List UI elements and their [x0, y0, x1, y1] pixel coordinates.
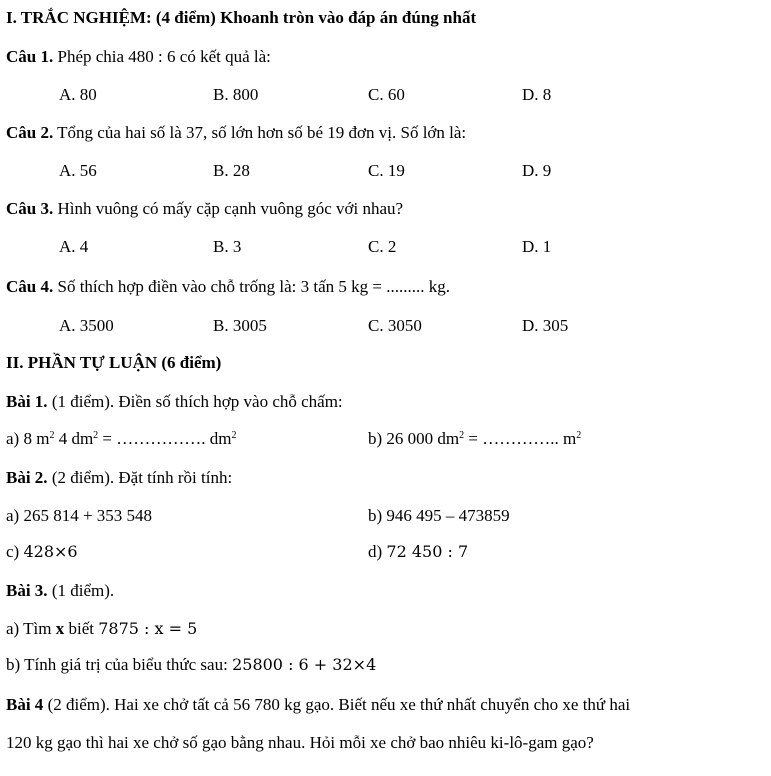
exercise-1-label: Bài 1. — [6, 392, 48, 411]
exercise-2-d-label: d) — [368, 542, 387, 561]
exercise-1-b-prefix: b) 26 000 dm — [368, 429, 460, 448]
exercise-1-a-exponent-3: 2 — [231, 430, 237, 441]
exercise-3-label: Bài 3. — [6, 581, 48, 600]
exercise-4-label: Bài 4 — [6, 695, 44, 714]
question-3-text: Hình vuông có mấy cặp cạnh vuông góc với nhau? — [53, 199, 404, 218]
question-3-option-d[interactable]: D. 1 — [522, 237, 552, 256]
question-4-text: Số thích hợp điền vào chỗ trống là: 3 tấn 5 kg = ......... kg. — [53, 277, 451, 296]
exercise-2-d-expression: 72 450 : 7 — [386, 542, 469, 561]
exercise-2-c-expression: 428×6 — [23, 542, 78, 561]
question-1 — [6, 46, 271, 68]
exercise-4-line-1 — [6, 694, 630, 716]
question-2 — [6, 122, 466, 144]
question-4-option-a[interactable]: A. 3500 — [59, 316, 114, 335]
question-1-option-c[interactable]: C. 60 — [368, 85, 405, 104]
exercise-3-a-expression: 7875 : x = 5 — [98, 619, 198, 638]
exercise-3-part-b — [6, 654, 376, 676]
question-1-option-b[interactable]: B. 800 — [213, 85, 259, 104]
exercise-1-a-mid: 4 dm — [54, 429, 94, 448]
question-4-label: Câu 4. — [6, 277, 54, 296]
exercise-1-a-exponent-1: 2 — [49, 430, 55, 441]
question-3-label: Câu 3. — [6, 199, 54, 218]
question-2-option-c[interactable]: C. 19 — [368, 161, 405, 180]
exercise-2-part-c — [6, 541, 78, 563]
question-2-option-d[interactable]: D. 9 — [522, 161, 552, 180]
exercise-2-label: Bài 2. — [6, 468, 48, 487]
exercise-2 — [6, 467, 232, 489]
exercise-1-b-fill: = ………….. m — [464, 429, 577, 448]
exercise-2-part-b: b) 946 495 – 473859 — [368, 506, 510, 525]
exercise-1-part-b — [368, 428, 581, 450]
question-4-option-c[interactable]: C. 3050 — [368, 316, 422, 335]
question-4-option-d[interactable]: D. 305 — [522, 316, 569, 335]
exercise-2-part-d — [368, 541, 468, 563]
exercise-2-c-label: c) — [6, 542, 24, 561]
exercise-1-a-exponent-2: 2 — [93, 430, 99, 441]
exercise-1 — [6, 391, 343, 413]
exercise-3-a-rest: biết — [64, 619, 99, 638]
exercise-3-a-text: a) Tìm — [6, 619, 56, 638]
exercise-2-part-a: a) 265 814 + 353 548 — [6, 506, 153, 525]
question-2-option-a[interactable]: A. 56 — [59, 161, 97, 180]
question-2-label: Câu 2. — [6, 123, 54, 142]
question-3-option-c[interactable]: C. 2 — [368, 237, 397, 256]
question-4-option-b[interactable]: B. 3005 — [213, 316, 267, 335]
exercise-3-b-expression: 25800 : 6 + 32×4 — [232, 655, 377, 674]
exercise-1-part-a — [6, 428, 236, 450]
question-3-option-b[interactable]: B. 3 — [213, 237, 242, 256]
exercise-3-b-text: b) Tính giá trị của biểu thức sau: — [6, 655, 233, 674]
question-1-label: Câu 1. — [6, 47, 54, 66]
exercise-1-text: (1 điểm). Điền số thích hợp vào chỗ chấm: — [47, 392, 343, 411]
question-1-text: Phép chia 480 : 6 có kết quả là: — [53, 47, 271, 66]
exercise-3 — [6, 580, 114, 602]
exercise-3-text: (1 điểm). — [47, 581, 115, 600]
exercise-4-text-1: (2 điểm). Hai xe chở tất cả 56 780 kg gạo. Biết nếu xe thứ nhất chuyển cho xe thứ hai — [43, 695, 631, 714]
exercise-1-b-exponent-2: 2 — [576, 430, 582, 441]
exercise-3-a-variable: x — [55, 619, 65, 638]
question-2-text: Tổng của hai số là 37, số lớn hơn số bé 19 đơn vị. Số lớn là: — [53, 123, 467, 142]
section-2-heading: II. PHẦN TỰ LUẬN (6 điểm) — [6, 353, 222, 372]
question-4 — [6, 276, 450, 298]
question-1-option-a[interactable]: A. 80 — [59, 85, 97, 104]
question-2-option-b[interactable]: B. 28 — [213, 161, 250, 180]
section-1-heading: I. TRẮC NGHIỆM: (4 điểm) Khoanh tròn vào đáp án đúng nhất — [6, 8, 477, 27]
exercise-1-a-fill: = ……………. dm — [98, 429, 232, 448]
exercise-2-text: (2 điểm). Đặt tính rồi tính: — [47, 468, 233, 487]
exercise-4-line-2: 120 kg gạo thì hai xe chở số gạo bằng nhau. Hỏi mỗi xe chở bao nhiêu ki-lô-gam gạo? — [6, 733, 594, 752]
exercise-1-b-exponent-1: 2 — [459, 430, 465, 441]
exercise-3-part-a — [6, 618, 197, 640]
exercise-1-a-prefix: a) 8 m — [6, 429, 50, 448]
question-3 — [6, 198, 403, 220]
question-1-option-d[interactable]: D. 8 — [522, 85, 552, 104]
question-3-option-a[interactable]: A. 4 — [59, 237, 89, 256]
